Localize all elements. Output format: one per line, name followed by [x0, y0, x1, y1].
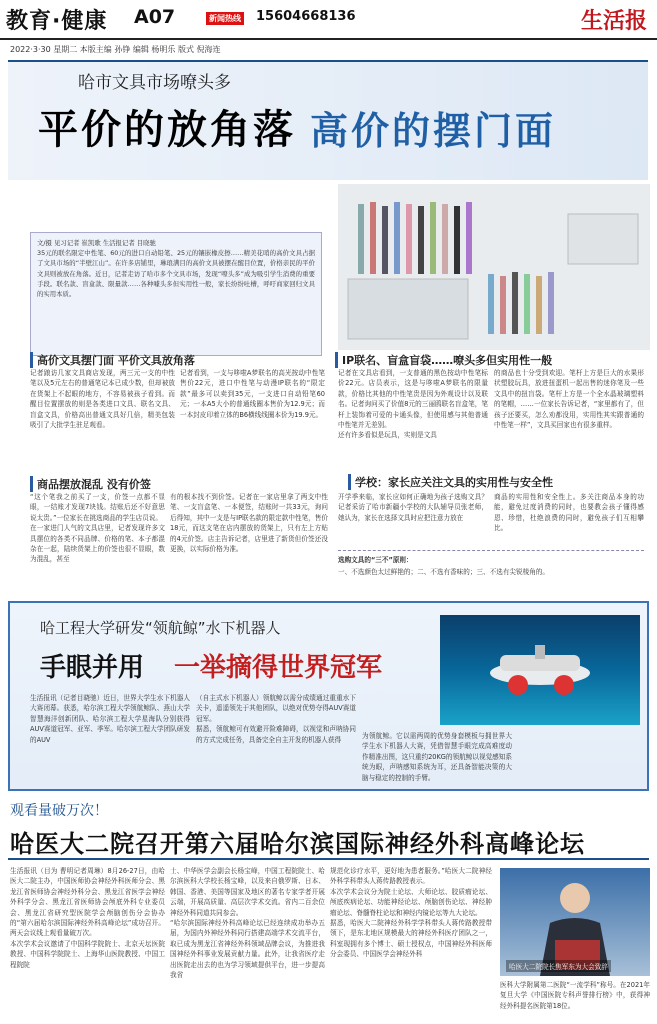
story3-col-1: 生活报讯（目为 曹明记者周琳）8月26-27日，由哈医大二院主办，中国医师协会神经外科医师分会、黑龙江省医师协会神经外科分会、黑龙江省医学会神经外科学分会、黑龙江省医师协会颅底外科专业委员会、黑龙江省研究型医院学会颅脑创伤分会协办的“第六届哈尔滨国际神经外科高峰论坛”成功召开。两天会议线上观看量破万次。 本次学术会议邀请了中国科学院院士、北京天坛医院教授、中国科学院院士、上海华山医院教授、中国工程院院 [10, 867, 165, 969]
story1-col-7: 开学季来临，家长应如何正确地为孩子选购文具？记者采访了哈市新疆小学校的大队辅导员张老师，她认为，家长在选择文具时应把注意力放在 [338, 493, 488, 522]
story1-pretitle: 哈市文具市场嘹头多 [78, 73, 231, 93]
story2-col-3: 为领航鲸。它以需两周的优势身套模板与拥世界大学生水下机器人大赛，凭借智慧手眼完成高难度动作精准出图，这只重约20KG的领航鲸以视觉感知系统为眼，声呐感知系统为耳，还具备智能决策的大脑与稳定的控制的手臂。 [362, 732, 512, 782]
pen-display-illustration [338, 184, 650, 350]
story2-photo [440, 615, 640, 725]
story1-banner [8, 60, 648, 180]
page-number: A07 [134, 6, 176, 28]
story2-col-2: （自主式水下机器人）领航鲸以需分成绩通过重重水下关卡，遥遥领先于其他团队，以绝对优势夺得AUV赛道冠军。 据悉，领航鲸可有效避开险难障碍，以视觉和声呐协同的方式完成任务，具备完全自主开发的机器人获得 [196, 694, 356, 744]
section-title: 教育·健康 [6, 9, 108, 34]
story1-tip-title: 选购文具的“三不”原则： [338, 556, 413, 564]
story2-pretitle: 哈工程大学研发“领航鲸”水下机器人 [40, 619, 281, 637]
story1-photo [338, 184, 650, 350]
story1-col-1: 记者踉访几家文具商店发现，两三元一支的中性笔以及5元左右的普通笔记本已成少数，但却被放在货架上不起眼的地方，不容易被孩子看到。而醒目位置摆放的则是各类进口文具、联名文具、盲盒文具，价格高出普通文具好几倍，精美包装吸引了大批学生驻足观看。 [30, 369, 175, 430]
story1-title-b: 高价的摆门面 [310, 109, 557, 153]
story1-col-4: 有的根本找不到价签。记者在一家店里拿了两支中性笔、一支盲盒笔、一本便签，结账时一共33元，询问后得知，其中一支是与IP联名款的限定款中性笔，售价18元，而这支笔在店内摆放的货架上，只有左上方贴的4元价签。店主告诉记者，店里进了新货但价签还没更换，以实际价格为准。 [170, 493, 328, 554]
story1-subhead-4: 学校：家长应关注文具的实用性与安全性 [348, 474, 638, 490]
story3-rule [8, 858, 649, 860]
story1-title-a: 平价的放角落 [38, 107, 296, 153]
story1-subhead-1: 高价文具摆门面 平价文具放角落 [30, 352, 280, 368]
story2-col-1: 生活报讯（记者目晓驰）近日，世界大学生水下机器人大赛闭幕。获悉，哈尔滨工程大学领航鲸队、燕山大学智慧海洋创新团队、哈尔滨工程大学星海队分别获得AUV赛道冠军、亚军、季军。哈尔滨工程大学团队研发的AUV [30, 694, 190, 744]
story3-photo-caption: 哈医大二院院长焦军东为大会致辞 [506, 960, 611, 972]
dateline: 2022·3·30 星期二 本版主编 孙铮 编辑 杨明乐 版式 倪海连 [10, 45, 221, 54]
robot-illustration [440, 615, 640, 725]
masthead-rule [0, 38, 657, 40]
story1-col-2: 记者看到，一支与哆啦A梦联名的高光按动中性笔售价22元，进口中性笔与动漫IP联名的“限定款”最多可以卖到35元，一支进口自动铅笔60元；一本A5大小的普通线圈本售价为12.9元；而一本封皮印着立体的B6横线线圈本价为19.9元。 [180, 369, 325, 419]
story1-subhead-3: IP联名、盲盒盲袋……嘹头多但实用性一般 [335, 352, 635, 368]
story3-col-2: 士、中华医学会副会长杨宝峰，中国工程院院士、哈尔滨医科大学校长杨宝峰，以及来自俄罗斯、日本、韩国、香港、美国等国家及地区的著名专家学者开展云端，开展高质量、高层次学术交流。省内二百余位神经外科同道共同参会。 “哈尔滨国际神经外科高峰论坛已经连续成功举办五届，为国内外神经外科同行搭建高端学术交流平台，取已成为黑龙江省神经外科领域品牌会议，为推进我国神经外科事业发展贡献力量。此外，让我省医疗走出医院走出去的也为学习领域提供平台，进一步提高我省 [170, 867, 325, 980]
story3-col-3: 规范化诊疗水平，更好地为患者服务。”哈医大二院神经外科学科带头人蒋传路教授表示。 本次学术会议分为院士论坛、大师论坛、胶质瘤论坛、颅底疾病论坛、功能神经论坛、颅脑创伤论坛、神经肿瘤论坛、脊髓脊柱论坛和神经内镜论坛等九大论坛。 据悉，哈医大二院神经外科学学科带头人蒋传路教授带领下，是东北地区规模最大的神经外科医疗团队之一，科室现拥有多个博士、硕士授权点，中国神经外科医师分会委员、中国医学会神经外科 [330, 867, 492, 959]
story1-lead [30, 232, 322, 356]
story1-col-8: 商品的实用性和安全性上。多关注商品本身的功能，避免过度消费的同时，也要教会孩子懂得感恩、珍惜，杜绝浪费的同时，避免孩子们互相攀比。 [494, 493, 644, 533]
story3-col-4: 医科大学附属第二医院“一流学科”称号。在2021年复旦大学《中国医院专科声誉排行榜》中，获得神经外科提名医院第18位。 [500, 981, 650, 1010]
story1-col-6: 的商品也十分受到欢迎。笔杆上方是巨大的水果形状塑胶玩具，放进扭蛋机一起出售的迷你笔及一些文具中的扭盲袋。笔杆上方是一个全水晶玻璃塑料的笔帽，……一位家长告诉记者，“家里都有了，但孩子还要买，怎么劝都没用，实用性其实跟普通的中性笔一样”，文具买回家也有很多重样。 [494, 369, 644, 430]
story1-lead-text: 文/摄 见习记者 崔凯歌 生活报记者 目晓驰 35元的联名限定中性笔、60元的进口自动铅笔、25元的镶嵌橡皮擦……精美花哨的高价文具占据了文具市场的“半壁江山”。在许多店铺里，琳琅满目的高价文具被摆在醒目位置，价格亲民的平价文具则被放在角落。近日，记者走访了哈市多个文具市场，发现“嘹头多”成为吸引学生消费的重要手段。联名款、盲盒款、限量款……各种噱头多但实用性一般，家长纷纷吐槽，呼吁商家回归文具的实用本质。 [37, 239, 315, 299]
hotline-phone: 15604668136 [256, 9, 356, 24]
story1-subhead-2: 商品摆放混乱 没有价签 [30, 476, 280, 492]
story3-photo [500, 868, 650, 976]
story1-col-3: “这个笔我之前买了一支，价签一点都不显眼，一结账才发现7块钱。结账后还不好意思说太贵。”一位家长在挑选商品的学生店员说。 在一家进门人气的文具店里，记者发现许多文具摆位的各类不同品牌、价格的笔、本子都混杂在一起，陆续货架上的价签也很不显眼，数为混乱，甚至 [30, 493, 165, 564]
story1-col-5: 记者在文具店看到，一支普通的黑色按动中性笔标价22元。店员表示，这是与哆啦A梦联名的限量款，价格比其他的中性笔贵是因为外观设计以及联名。记者询问买了价值8元的三丽鸥联名盲盒笔，笔杆上装饰着可爱的卡通头像，但使用感与其他普通中性笔并无差别。 还有许多看似是玩具，实则是文具 [338, 369, 488, 440]
newspaper-logo: 生活报 [580, 8, 647, 34]
hotline-badge: 新闻热线 [206, 12, 244, 25]
story2-title-b: 一举摘得世界冠军 [174, 653, 383, 683]
story3-pretitle: 观看量破万次！ [10, 803, 108, 819]
story3-title: 哈医大二院召开第六届哈尔滨国际神经外科高峰论坛 [10, 830, 585, 858]
story1-tip-text: 一、不选颜色太过鲜艳的；二、不选有香味的；三、不选有尖锐棱角的。 [338, 568, 549, 577]
story2-box [8, 601, 649, 791]
story2-title-a: 手眼并用 [40, 653, 145, 683]
story1-tip-box [338, 550, 644, 592]
